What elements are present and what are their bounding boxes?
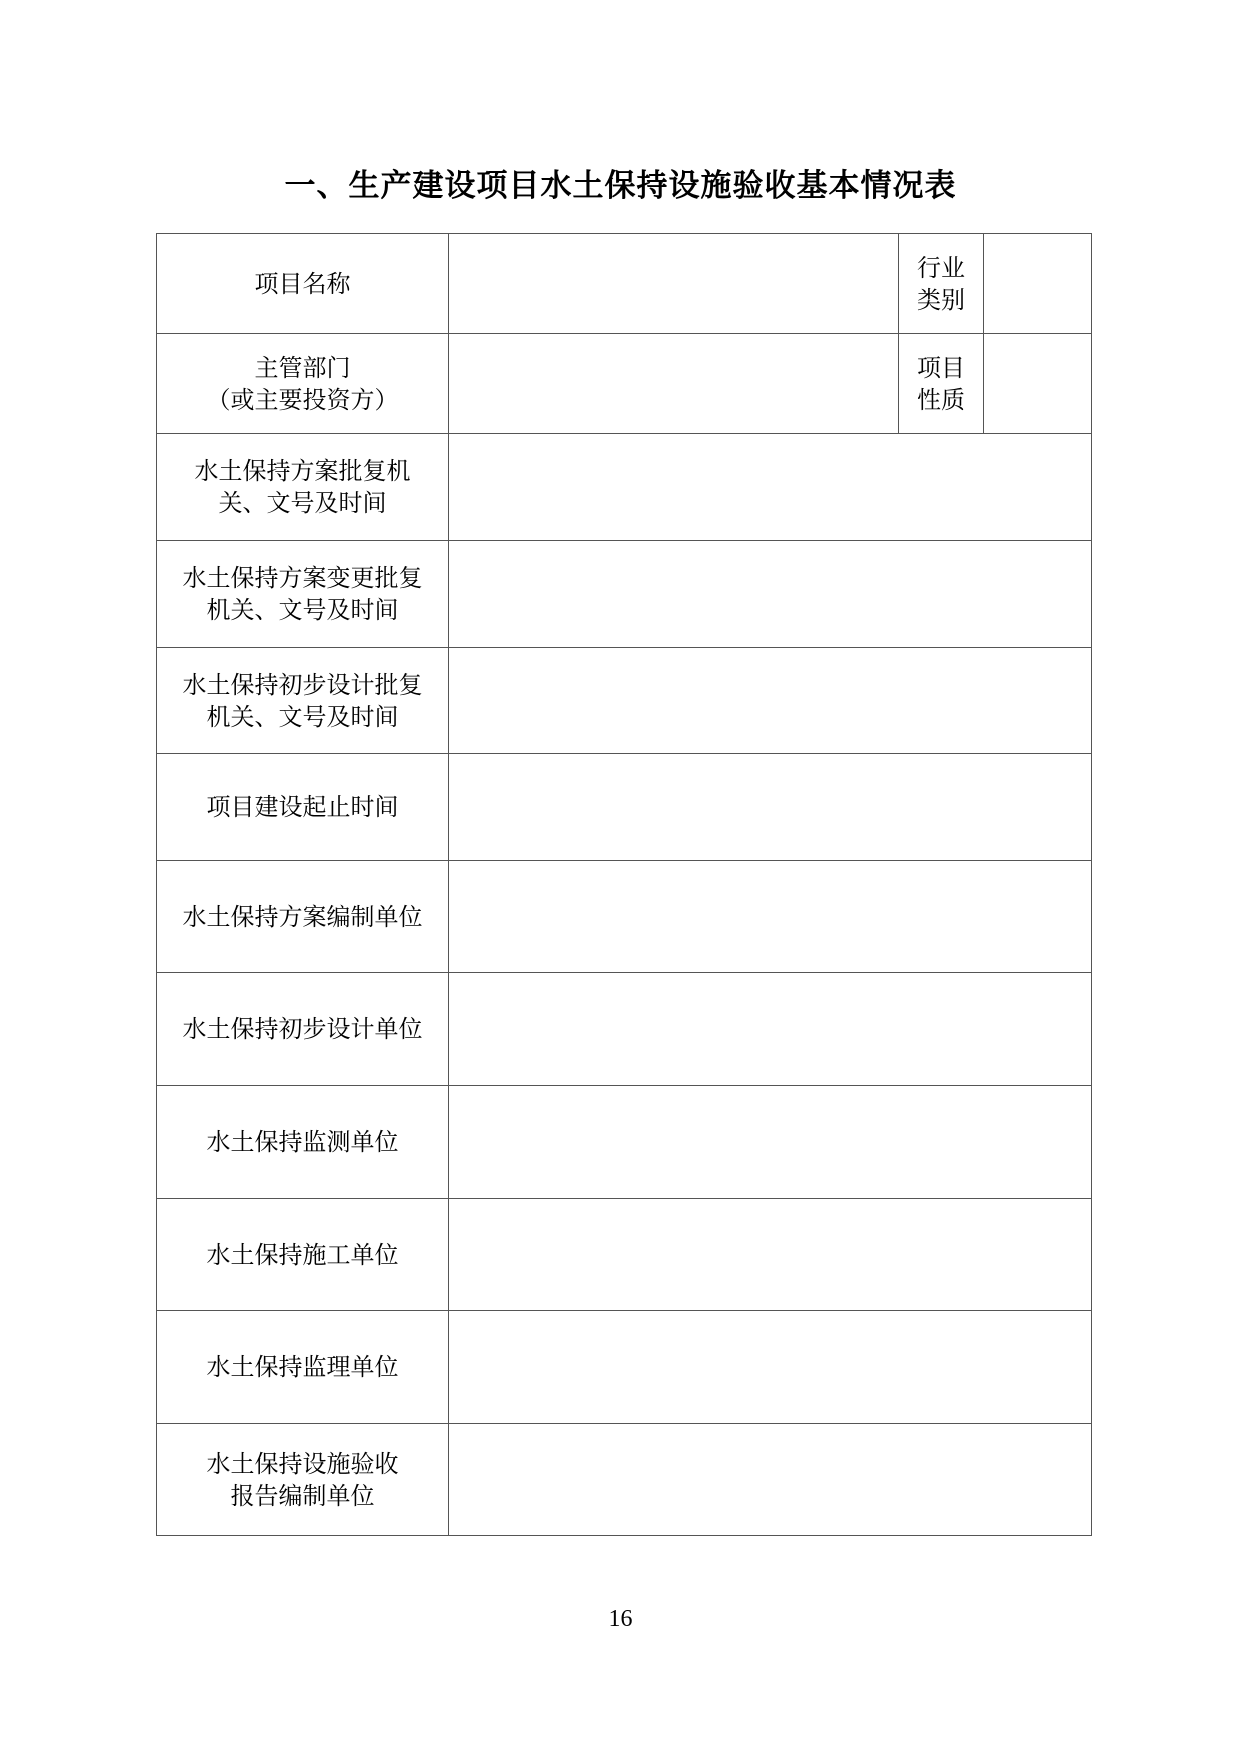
table-row [157,1311,1092,1424]
project-name-label: 项目名称 [157,234,449,334]
preliminary-design-approval-label: 水土保持初步设计批复 机关、文号及时间 [157,648,449,754]
project-name-field[interactable] [449,234,899,334]
plan-approval-field[interactable] [449,434,1092,541]
plan-change-approval-field[interactable] [449,541,1092,648]
monitoring-unit-field[interactable] [449,1086,1092,1199]
table-row [157,541,1092,648]
monitoring-unit-label: 水土保持监测单位 [157,1086,449,1199]
table-row [157,334,1092,434]
table-row [157,973,1092,1086]
project-nature-field[interactable] [984,334,1092,434]
competent-department-label: 主管部门 （或主要投资方） [157,334,449,434]
table-row [157,648,1092,754]
preliminary-design-approval-field[interactable] [449,648,1092,754]
construction-period-label: 项目建设起止时间 [157,754,449,861]
supervision-unit-label: 水土保持监理单位 [157,1311,449,1424]
construction-period-field[interactable] [449,754,1092,861]
table-row [157,1424,1092,1536]
plan-approval-label: 水土保持方案批复机 关、文号及时间 [157,434,449,541]
plan-compiler-field[interactable] [449,861,1092,973]
supervision-unit-field[interactable] [449,1311,1092,1424]
table-row [157,1086,1092,1199]
page-number: 16 [608,1606,633,1632]
table-row [157,754,1092,861]
table-row [157,1199,1092,1311]
competent-department-field[interactable] [449,334,899,434]
preliminary-designer-field[interactable] [449,973,1092,1086]
project-nature-label: 项目 性质 [899,334,984,434]
table-row [157,434,1092,541]
plan-compiler-label: 水土保持方案编制单位 [157,861,449,973]
construction-unit-field[interactable] [449,1199,1092,1311]
acceptance-report-compiler-field[interactable] [449,1424,1092,1536]
preliminary-designer-label: 水土保持初步设计单位 [157,973,449,1086]
acceptance-report-compiler-label: 水土保持设施验收 报告编制单位 [157,1424,449,1536]
page-title: 一、生产建设项目水土保持设施验收基本情况表 [284,168,957,204]
plan-change-approval-label: 水土保持方案变更批复 机关、文号及时间 [157,541,449,648]
basic-info-table [156,233,1092,1536]
table-row [157,861,1092,973]
table-row [157,234,1092,334]
industry-category-field[interactable] [984,234,1092,334]
construction-unit-label: 水土保持施工单位 [157,1199,449,1311]
industry-category-label: 行业 类别 [899,234,984,334]
